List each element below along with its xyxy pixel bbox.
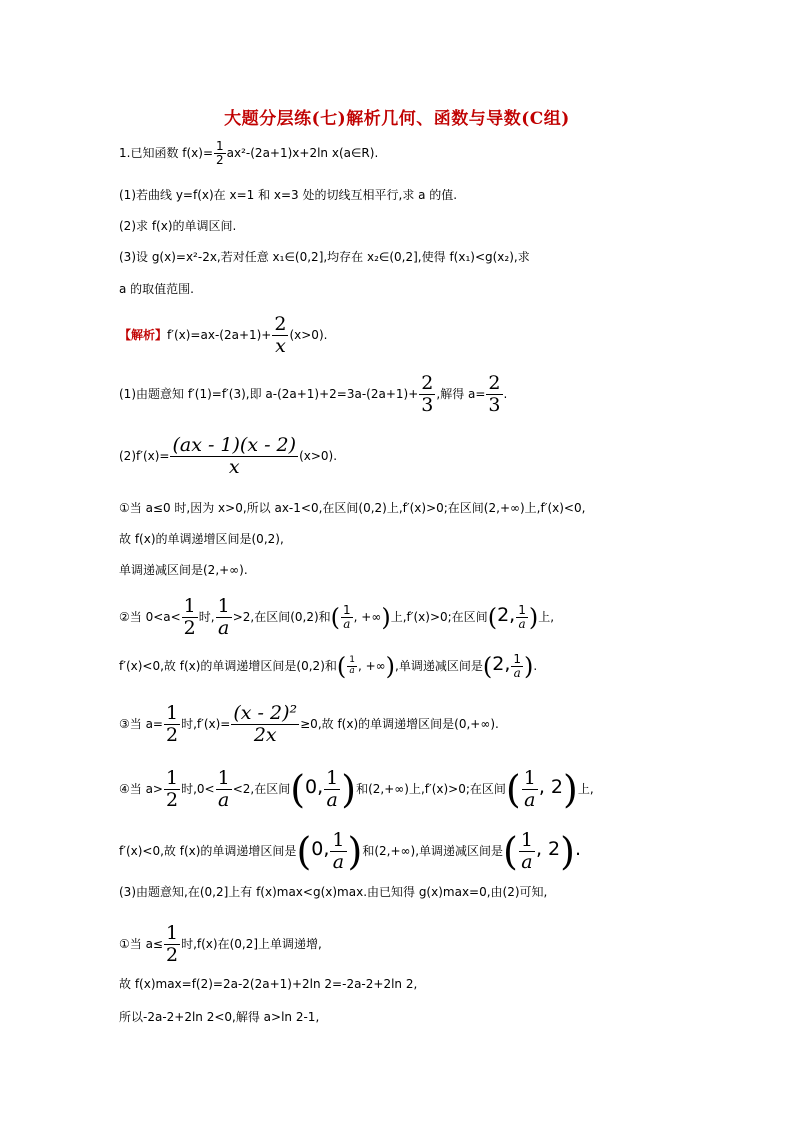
intro-text: ax²-(2a+1)x+2ln x(a∈R).	[226, 146, 379, 161]
fraction: $\frac{2}{3}$	[421, 372, 434, 416]
question-part-1: (1)若曲线 y=f(x)在 x=1 和 x=3 处的切线互相平行,求 a 的值.	[119, 188, 458, 202]
fraction: $\frac{1}{2}$	[165, 702, 179, 746]
fraction: $\frac{\text{(x - 2)²}}{2x}$	[233, 702, 298, 746]
fraction: $\frac{1}{2}$	[165, 922, 179, 966]
solution-part-1: (1)由题意知 f′(1)=f′(3),即 a-(2a+1)+2=3a-(2a+1)+ $\frac{2}{3}$ ,解得 a= $\frac{2}{3}$ .	[119, 372, 508, 416]
solution-part-3-case-1: ①当 a≤ $\frac{1}{2}$ 时,f(x)在(0,2]上单调递增,	[119, 922, 322, 966]
question-part-3-cont: a 的取值范围.	[119, 282, 194, 296]
fraction: $\frac{1}{2}$	[216, 139, 224, 168]
fraction: $\frac{1}{a}$	[332, 829, 345, 873]
solution-part-3-line-4: 所以-2a-2+2ln 2<0,解得 a>ln 2-1,	[119, 1010, 320, 1024]
fraction: $\frac{1}{a}$	[343, 602, 351, 631]
solution-part-2: (2)f′(x)= $\frac{(ax - 1)(x - 2)}{x}$ (x>0).	[119, 434, 338, 478]
case-4-line-2: f′(x)<0,故 f(x)的单调递增区间是(0, $\frac{1}{a}$ )和(2,+∞),单调递减区间是( $\frac{1}{a}$ , 2).	[119, 829, 581, 874]
question-intro	[119, 140, 378, 167]
fraction: $\frac{2}{3}$	[488, 372, 501, 416]
fraction: $\frac{1}{a}$	[217, 595, 230, 639]
solution-part-3-line-3: 故 f(x)max=f(2)=2a-2(2a+1)+2ln 2=-2a-2+2ln 2,	[119, 977, 418, 991]
fraction: $\frac{1}{a}$	[217, 767, 230, 811]
solution-derivative: 【解析】f′(x)=ax-(2a+1)+ $\frac{2}{x}$ (x>0).	[119, 313, 328, 357]
fraction: $\frac{1}{a}$	[513, 652, 522, 681]
intro-text: 1.已知函数 f(x)=	[119, 146, 214, 161]
fraction: $\frac{1}{a}$	[349, 655, 355, 677]
question-part-3: (3)设 g(x)=x²-2x,若对任意 x₁∈(0,2],均存在 x₂∈(0,2],使得 f(x₁)<g(x₂),求	[119, 250, 530, 264]
fraction: $\frac{1}{2}$	[165, 767, 179, 811]
case-2-line-1: ②当 0<a< $\frac{1}{2}$ 时, $\frac{1}{a}$ >2,在区间(0,2)和( $\frac{1}{a}$ , +∞)上,f′(x)>0;在区间(2, $\frac{1}{a}$ )上,	[119, 595, 555, 639]
fraction: $\frac{1}{a}$	[326, 767, 339, 811]
page-title: 大题分层练(七)解析几何、函数与导数(C组)	[224, 109, 570, 129]
fraction: $\frac{1}{a}$	[523, 767, 536, 811]
case-4-line-1: ④当 a> $\frac{1}{2}$ 时,0< $\frac{1}{a}$ <2,在区间(0, $\frac{1}{a}$ )和(2,+∞)上,f′(x)>0;在区间( $\frac{1}{a}$ , 2)上,	[119, 767, 594, 812]
fraction: $\frac{1}{a}$	[518, 602, 526, 631]
fraction: $\frac{1}{a}$	[520, 829, 533, 873]
fraction: $\frac{1}{2}$	[183, 595, 196, 639]
solution-part-3-line-1: (3)由题意知,在(0,2]上有 f(x)max<g(x)max.由已知得 g(x)max=0,由(2)可知,	[119, 885, 548, 899]
case-1-line-1: ①当 a≤0 时,因为 x>0,所以 ax-1<0,在区间(0,2)上,f′(x)>0;在区间(2,+∞)上,f′(x)<0,	[119, 501, 586, 515]
question-part-2: (2)求 f(x)的单调区间.	[119, 219, 237, 233]
fraction: $\frac{2}{x}$	[274, 313, 287, 357]
fraction: $\frac{(ax - 1)(x - 2)}{x}$	[172, 434, 297, 478]
solution-tag: 【解析】	[119, 327, 168, 342]
case-2-line-2: f′(x)<0,故 f(x)的单调递增区间是(0,2)和( $\frac{1}{a}$ , +∞),单调递减区间是(2, $\frac{1}{a}$ ).	[119, 652, 538, 681]
case-3: ③当 a= $\frac{1}{2}$ 时,f′(x)= $\frac{\text{(x - 2)²}}{2x}$ ≥0,故 f(x)的单调递增区间是(0,+∞).	[119, 702, 499, 746]
case-1-line-3: 单调递减区间是(2,+∞).	[119, 563, 248, 577]
case-1-line-2: 故 f(x)的单调递增区间是(0,2),	[119, 532, 284, 546]
